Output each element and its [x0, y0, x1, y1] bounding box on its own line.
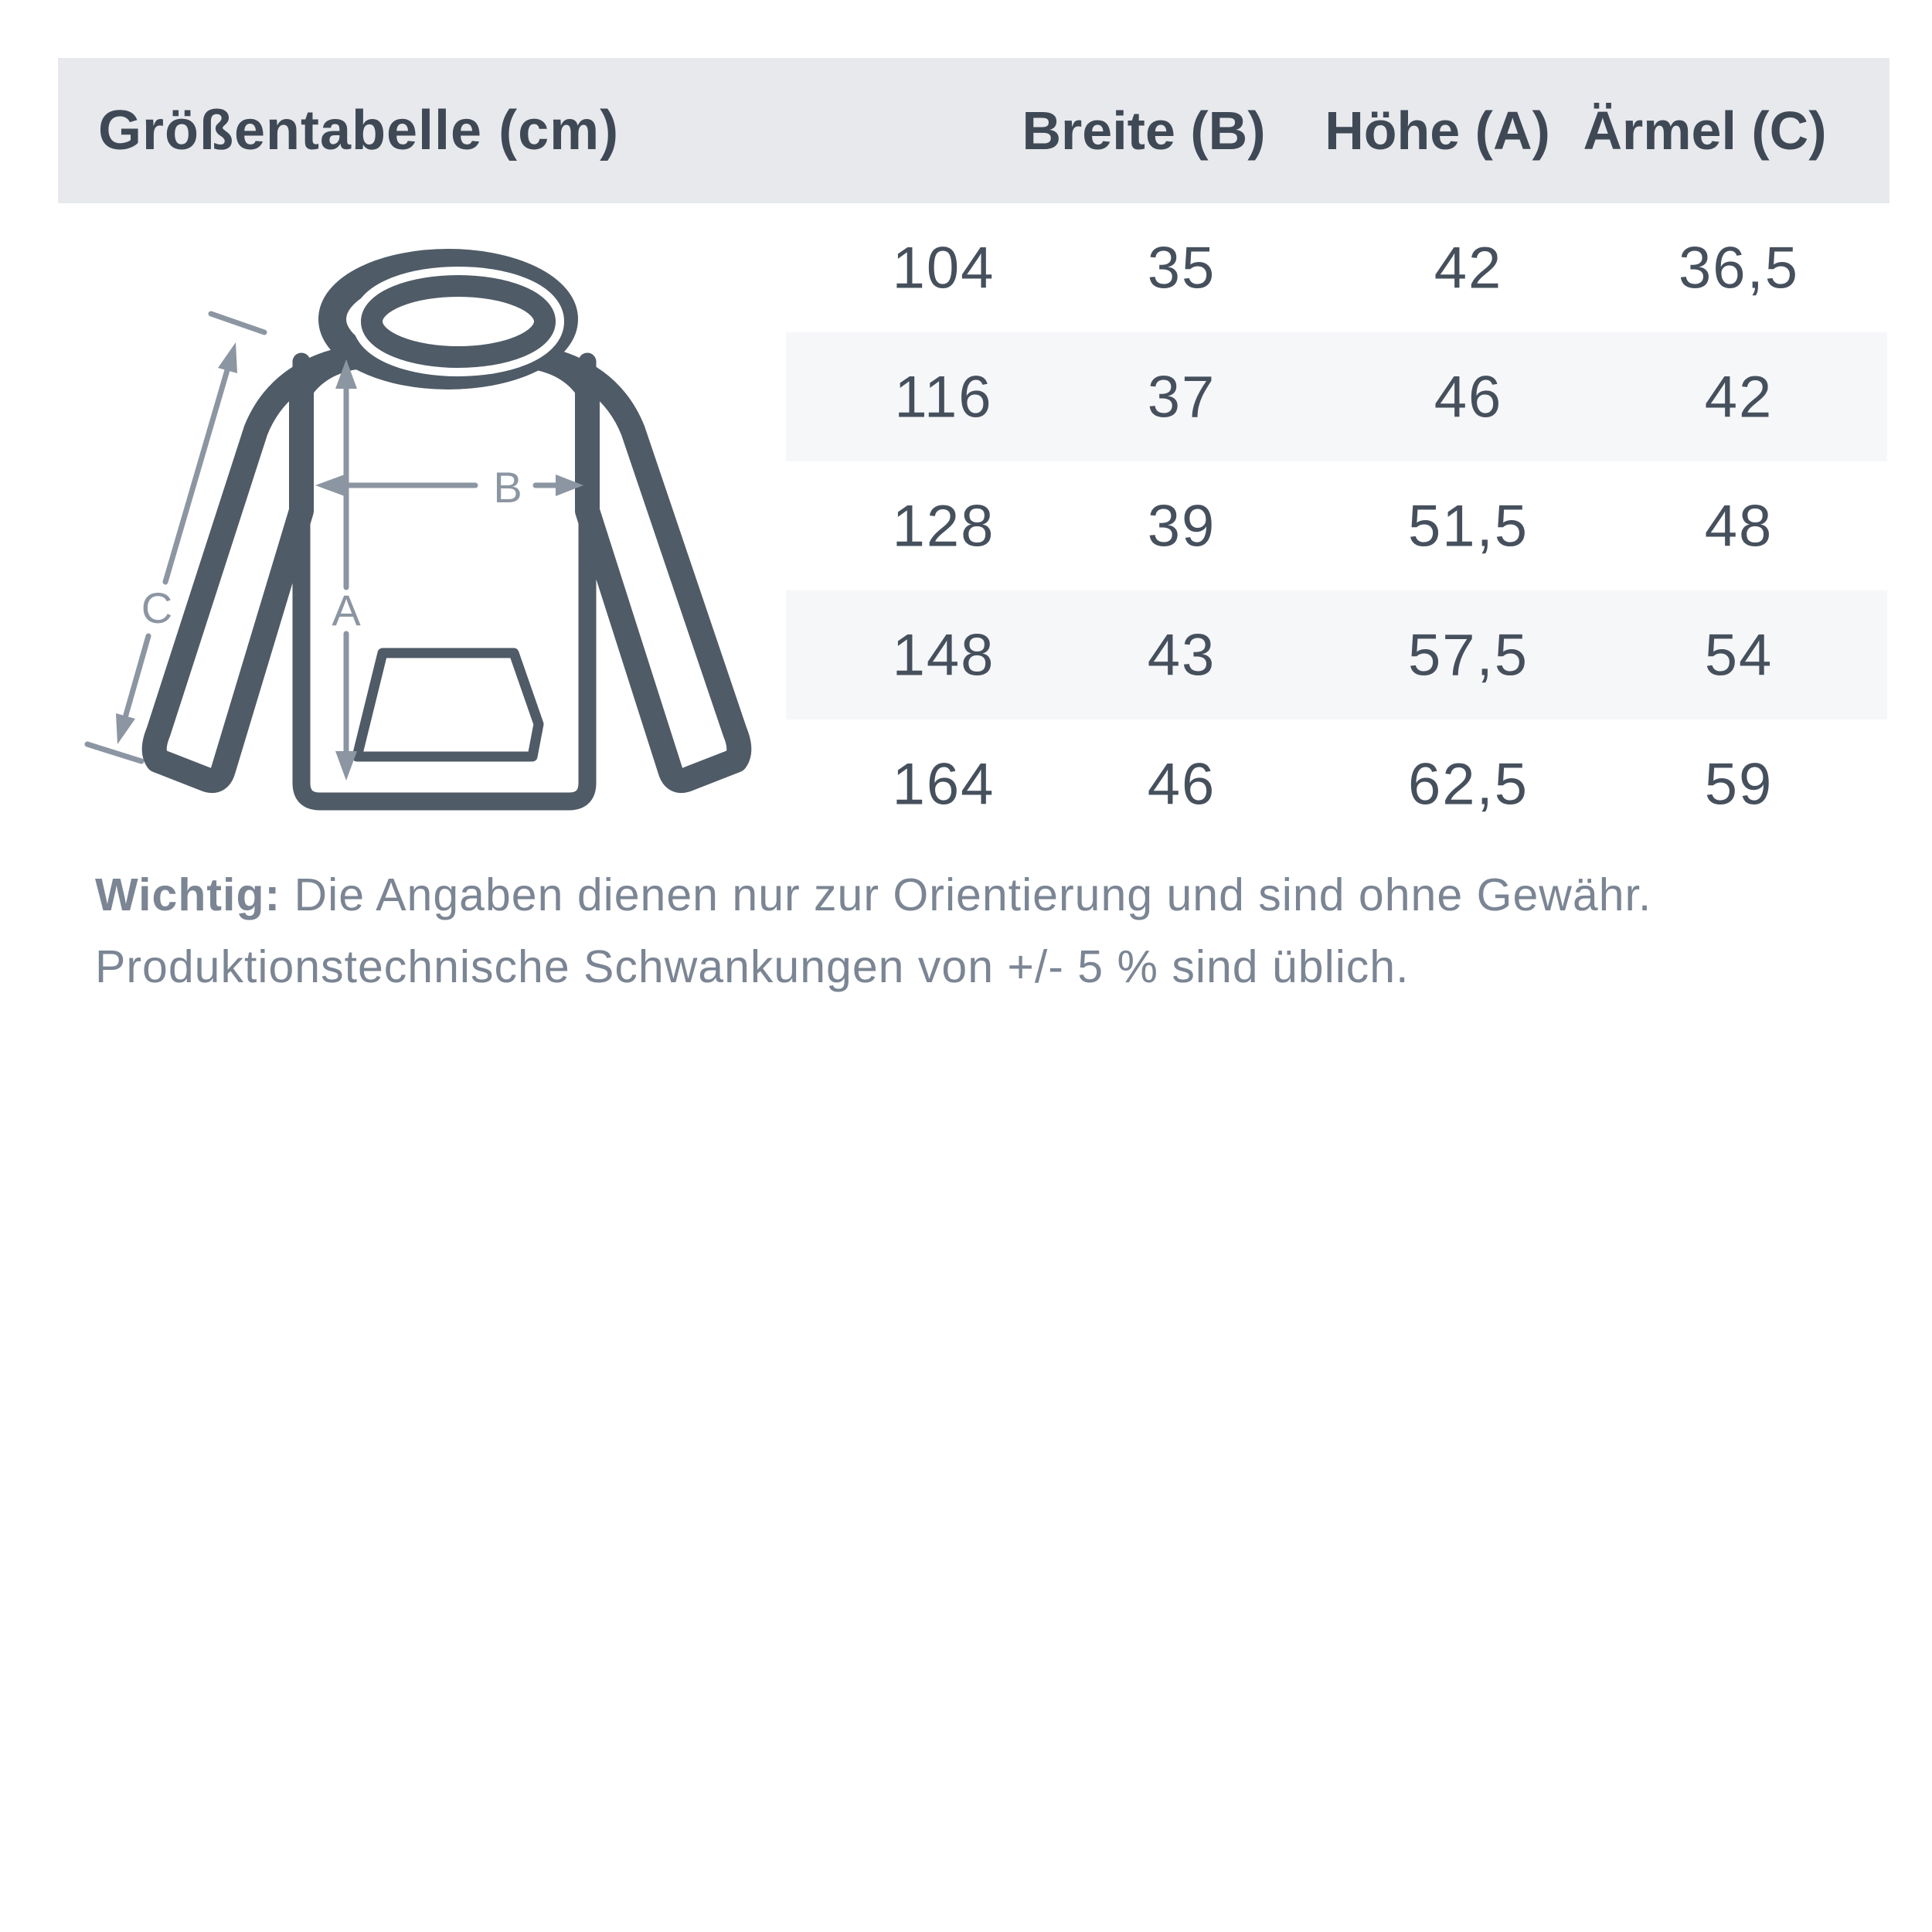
hoehe-value: 46 — [1434, 364, 1503, 430]
sleeve-arrow-c-tick-top — [211, 314, 264, 332]
breite-value: 39 — [1147, 493, 1216, 559]
disclaimer-text-1: Die Angaben dienen nur zur Orientierung und sind ohne Gewähr. — [281, 869, 1652, 920]
sleeve-arrow-c-head-top — [218, 342, 237, 373]
table-row — [786, 719, 1887, 849]
size-value: 128 — [892, 493, 995, 559]
label-c: C — [141, 583, 173, 632]
label-b: B — [493, 463, 522, 512]
column-header-hoehe: Höhe (A) — [1325, 100, 1550, 161]
breite-value: 46 — [1147, 751, 1216, 817]
table-row — [786, 590, 1887, 719]
hoehe-value: 57,5 — [1408, 622, 1529, 688]
disclaimer-label: Wichtig: — [95, 869, 281, 920]
table-row — [786, 203, 1887, 332]
size-value: 148 — [892, 622, 995, 688]
hoehe-value: 42 — [1434, 235, 1503, 301]
breite-value: 43 — [1147, 622, 1216, 688]
aermel-value: 48 — [1704, 493, 1774, 559]
size-value: 164 — [892, 751, 995, 817]
table-row — [786, 461, 1887, 590]
hoehe-value: 51,5 — [1408, 493, 1529, 559]
breite-value: 37 — [1147, 364, 1216, 430]
table-header-bar — [58, 58, 1889, 203]
size-value: 116 — [894, 364, 993, 430]
table-row — [786, 332, 1887, 461]
hoehe-value: 62,5 — [1408, 751, 1529, 817]
breite-value: 35 — [1147, 235, 1216, 301]
hoodie-pocket — [357, 653, 539, 757]
disclaimer-line-1 — [95, 859, 1872, 931]
label-a: A — [332, 586, 361, 634]
hood-inner-ring — [372, 286, 545, 357]
disclaimer-line-2: Produktionstechnische Schwankungen von +/- 5 % sind üblich. — [95, 941, 1410, 992]
aermel-value: 59 — [1704, 751, 1774, 817]
aermel-value: 42 — [1704, 364, 1774, 430]
aermel-value: 54 — [1704, 622, 1774, 688]
hoodie-measurement-diagram-icon — [58, 203, 784, 852]
disclaimer-note — [95, 859, 1872, 1003]
column-header-aermel: Ärmel (C) — [1583, 100, 1827, 161]
sleeve-arrow-c-shaft-bottom — [123, 636, 148, 726]
column-header-breite: Breite (B) — [1022, 100, 1266, 161]
page-title: Größentabelle (cm) — [98, 100, 620, 162]
sleeve-arrow-c-tick-bottom — [87, 744, 141, 761]
sleeve-arrow-c-head-bottom — [116, 713, 135, 744]
size-value: 104 — [892, 235, 995, 301]
aermel-value: 36,5 — [1679, 235, 1799, 301]
